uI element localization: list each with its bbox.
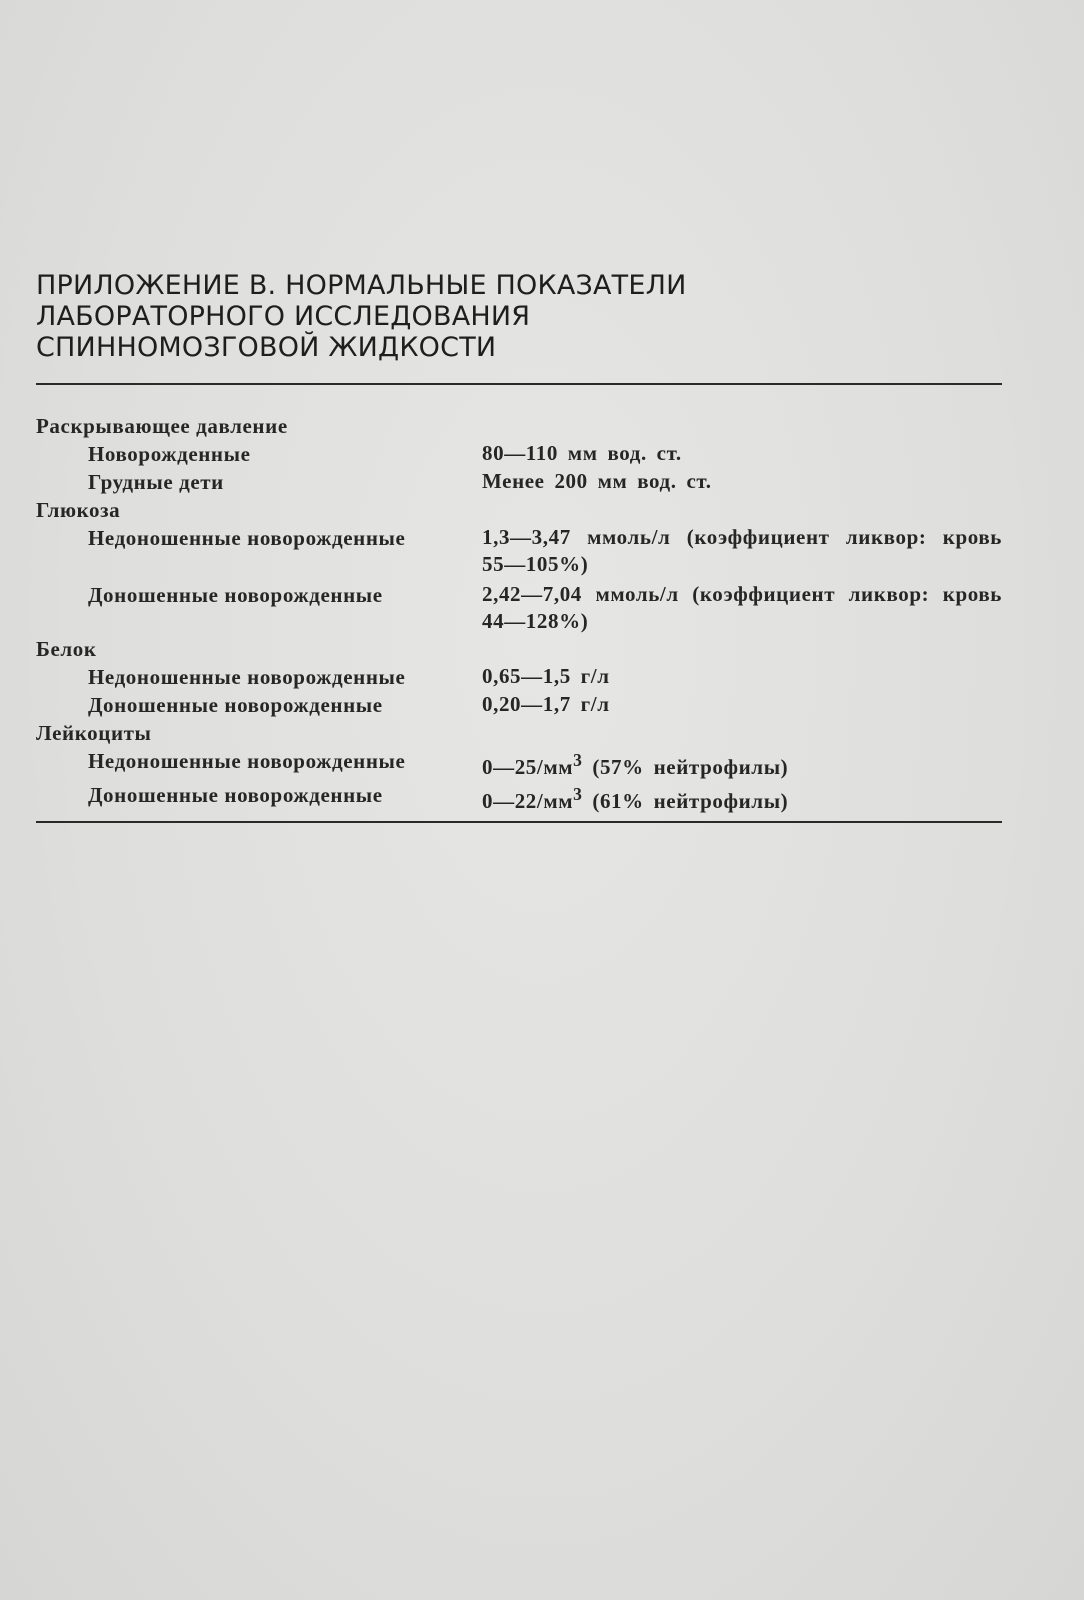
row-label: Доношенные новорожденные [88,583,383,607]
title-line-2: ЛАБОРАТОРНОГО ИССЛЕДОВАНИЯ [36,301,531,332]
row-label: Грудные дети [88,470,224,494]
value-main: 0—22/мм [482,789,574,813]
section-heading-protein: Белок [36,637,97,661]
section-heading-pressure: Раскрывающее давление [36,414,288,438]
table-row [36,691,1002,719]
section-heading-leukocytes: Лейкоциты [36,721,152,745]
title-line-3: СПИННОМОЗГОВОЙ ЖИДКОСТИ [36,332,497,363]
value-note: (57% нейтрофилы) [582,755,789,779]
row-value: 0,65—1,5 г/л [482,664,610,688]
csf-norms-table [36,412,1002,815]
table-bottom-rule [36,821,1002,823]
table-row [36,663,1002,691]
title-line-1: ПРИЛОЖЕНИЕ В. НОРМАЛЬНЫЕ ПОКАЗАТЕЛИ [36,270,687,301]
row-value: Менее 200 мм вод. ст. [482,469,712,493]
table-row [36,440,1002,468]
row-label: Недоношенные новорожденные [88,526,406,550]
row-label: Недоношенные новорожденные [88,665,406,689]
value-main: 0—25/мм [482,755,574,779]
row-value: 80—110 мм вод. ст. [482,441,682,465]
row-label: Доношенные новорожденные [88,693,383,717]
section-heading-glucose: Глюкоза [36,498,121,522]
row-value [482,781,1002,815]
row-label: Доношенные новорожденные [88,783,383,807]
table-row [36,581,1002,635]
value-superscript: 3 [573,784,583,804]
row-label: Недоношенные новорожденные [88,749,406,773]
table-row [36,781,1002,815]
row-value: 2,42—7,04 ммоль/л (коэффициент ликвор: кровь 44—128%) [482,582,1002,633]
table-top-rule [36,383,1002,385]
row-value: 1,3—3,47 ммоль/л (коэффициент ликвор: кровь 55—105%) [482,525,1002,576]
row-value [482,747,1002,781]
table-row [36,747,1002,781]
row-label: Новорожденные [88,442,251,466]
table-row [36,468,1002,496]
value-note: (61% нейтрофилы) [582,789,789,813]
appendix-title [36,270,996,363]
table-row [36,524,1002,578]
value-superscript: 3 [573,750,583,770]
row-value: 0,20—1,7 г/л [482,692,610,716]
